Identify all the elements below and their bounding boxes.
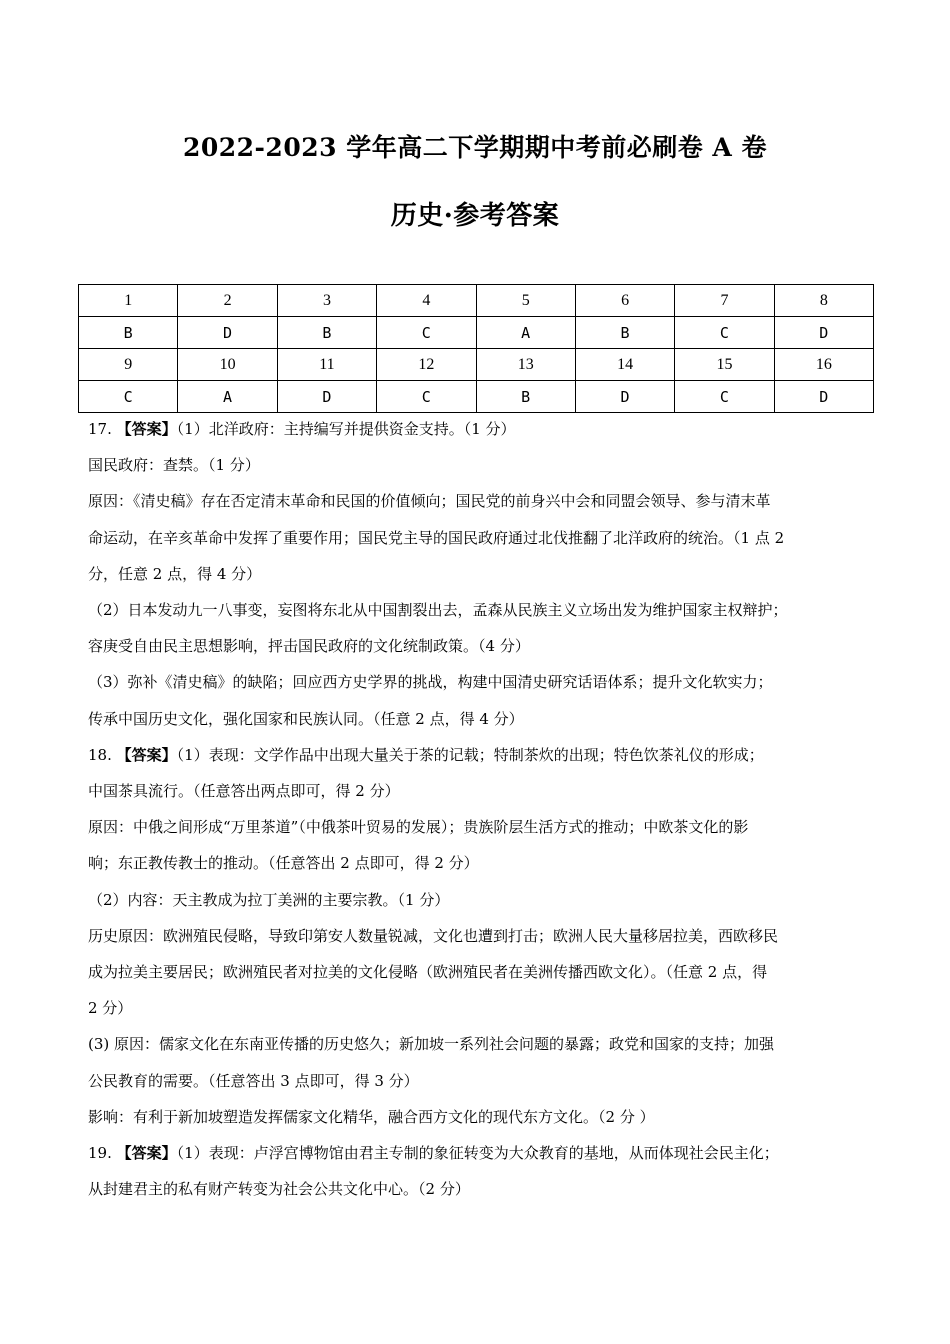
answer-tag: 【答案】	[116, 745, 177, 764]
answer-text: 原因：中俄之间形成“万里茶道”（中俄茶叶贸易的发展）；贵族阶层生活方式的推动；中欧茶文化的影	[88, 818, 749, 837]
answer-body	[88, 411, 878, 1207]
table-cell: 10	[178, 349, 277, 381]
table-cell: 11	[277, 349, 376, 381]
answer-text: 容庚受自由民主思想影响，抨击国民政府的文化统制政策。（4 分）	[88, 637, 530, 656]
table-cell: D	[774, 317, 873, 349]
answer-text: （1）北洋政府：主持编写并提供资金支持。（1 分）	[176, 420, 516, 438]
table-cell: 15	[675, 349, 774, 381]
table-cell: C	[377, 317, 476, 349]
table-cell: 8	[774, 285, 873, 317]
table-cell: D	[575, 381, 674, 413]
answer-text: 从封建君主的私有财产转变为社会公共文化中心。（2 分）	[88, 1180, 470, 1199]
table-cell: D	[178, 317, 277, 349]
table-cell: D	[774, 381, 873, 413]
question-number: 19.	[88, 1144, 112, 1163]
table-row	[79, 317, 874, 349]
answer-text: （2）内容：天主教成为拉丁美洲的主要宗教。（1 分）	[88, 890, 450, 909]
table-cell: C	[377, 381, 476, 413]
answer-table	[78, 284, 874, 413]
table-cell: 9	[79, 349, 178, 381]
table-cell: 12	[377, 349, 476, 381]
table-cell: 6	[575, 285, 674, 317]
answer-text: 国民政府：查禁。（1 分）	[88, 456, 260, 475]
table-cell: 1	[79, 285, 178, 317]
table-cell: C	[675, 381, 774, 413]
table-cell: C	[79, 381, 178, 413]
page-subtitle: 历史·参考答案	[390, 201, 560, 231]
answer-text: （1）表现：卢浮宫博物馆由君主专制的象征转变为大众教育的基地，从而体现社会民主化；	[176, 1144, 779, 1163]
table-cell: A	[476, 317, 575, 349]
page-title: 2022-2023 学年高二下学期期中考前必刷卷 A 卷	[182, 133, 768, 162]
answer-text: 传承中国历史文化，强化国家和民族认同。（任意 2 点，得 4 分）	[88, 709, 524, 728]
table-cell: B	[575, 317, 674, 349]
table-cell: 2	[178, 285, 277, 317]
table-cell: C	[675, 317, 774, 349]
table-row	[79, 285, 874, 317]
answer-text: 分，任意 2 点，得 4 分）	[88, 564, 262, 583]
table-cell: 4	[377, 285, 476, 317]
table-cell: A	[178, 381, 277, 413]
table-cell: B	[476, 381, 575, 413]
answer-text: (3) 原因：儒家文化在东南亚传播的历史悠久；新加坡一系列社会问题的暴露；政党和国家的支持；加强	[88, 1035, 775, 1054]
table-cell: 3	[277, 285, 376, 317]
answer-text: 命运动，在辛亥革命中发挥了重要作用；国民党主导的国民政府通过北伐推翻了北洋政府的统治。（1 点 2	[88, 528, 785, 547]
answer-text: 公民教育的需要。（任意答出 3 点即可，得 3 分）	[88, 1071, 419, 1090]
table-cell: 16	[774, 349, 873, 381]
table-row	[79, 349, 874, 381]
answer-text: 原因：《清史稿》存在否定清末革命和民国的价值倾向；国民党的前身兴中会和同盟会领导、参与清末革	[88, 492, 771, 511]
table-cell: 5	[476, 285, 575, 317]
answer-text: （2）日本发动九一八事变，妄图将东北从中国割裂出去，孟森从民族主义立场出发为维护国家主权辩护；	[88, 601, 788, 620]
q18-line	[88, 737, 878, 773]
table-cell: 13	[476, 349, 575, 381]
table-cell: 7	[675, 285, 774, 317]
answer-text: 响；东正教传教士的推动。（任意答出 2 点即可，得 2 分）	[88, 854, 479, 873]
question-number: 18.	[88, 745, 112, 764]
answer-text: 成为拉美主要居民；欧洲殖民者对拉美的文化侵略（欧洲殖民者在美洲传播西欧文化）。（任意 2 点，得	[88, 963, 768, 982]
answer-text: （1）表现：文学作品中出现大量关于茶的记载；特制茶炊的出现；特色饮茶礼仪的形成；	[176, 745, 764, 764]
table-cell: 14	[575, 349, 674, 381]
q17-line	[88, 411, 878, 447]
table-row	[79, 381, 874, 413]
answer-tag: 【答案】	[116, 1144, 177, 1163]
question-number: 17.	[88, 420, 112, 438]
q19-line	[88, 1135, 878, 1171]
table-cell: B	[277, 317, 376, 349]
table-cell: B	[79, 317, 178, 349]
answer-text: （3）弥补《清史稿》的缺陷；回应西方史学界的挑战，构建中国清史研究话语体系；提升文化软实力；	[88, 673, 773, 692]
answer-text: 2 分）	[88, 999, 133, 1018]
answer-text: 中国茶具流行。（任意答出两点即可，得 2 分）	[88, 782, 400, 801]
table-cell: D	[277, 381, 376, 413]
answer-text: 影响：有利于新加坡塑造发挥儒家文化精华，融合西方文化的现代东方文化。（2 分 ）	[88, 1107, 655, 1126]
answer-tag: 【答案】	[116, 420, 177, 438]
answer-text: 历史原因：欧洲殖民侵略，导致印第安人数量锐减，文化也遭到打击；欧洲人民大量移居拉美，西欧移民	[88, 926, 779, 945]
